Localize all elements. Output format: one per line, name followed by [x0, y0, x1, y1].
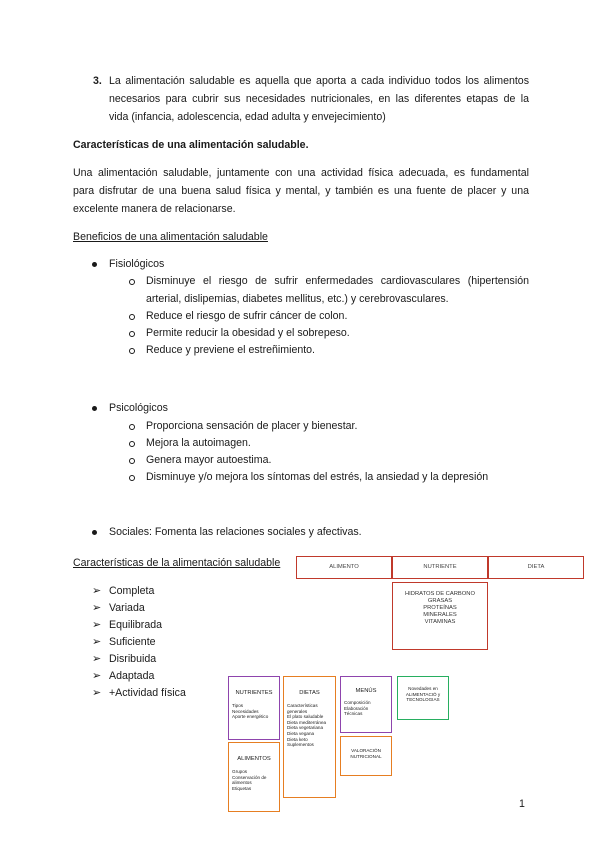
- section-heading: Características de una alimentación saludable.: [73, 139, 309, 151]
- bullet-dot-icon: [92, 406, 97, 411]
- card-valoracion: [340, 736, 392, 776]
- card-line: generales: [287, 708, 308, 714]
- nutrient-item: VITAMINAS: [424, 619, 456, 625]
- characteristic-item: Disribuida: [109, 653, 157, 665]
- card-line: TECNOLOGIAS: [406, 697, 440, 703]
- characteristic-item: Completa: [109, 585, 155, 597]
- card-line: Dieta vegetariana: [287, 725, 324, 731]
- nutrient-list-box: [392, 582, 488, 650]
- category-label: Psicológicos: [109, 402, 168, 414]
- nutrient-item: HIDRATOS DE CARBONO: [404, 591, 475, 597]
- card-line: Composición: [344, 700, 371, 705]
- nutrient-item: PROTEÍNAS: [423, 605, 457, 611]
- arrow-bullet-icon: ➢: [92, 585, 102, 597]
- nutrient-item: GRASAS: [427, 598, 453, 604]
- card-line: alimentos: [232, 780, 252, 786]
- characteristic-item: +Actividad física: [109, 687, 186, 699]
- card-line: Necesidades: [232, 708, 259, 714]
- category-label: Fisiológicos: [109, 258, 165, 270]
- card-line: Dieta mediterránea: [287, 719, 327, 725]
- card-line: Grupos: [232, 769, 248, 774]
- card-title: DIETAS: [299, 690, 320, 696]
- list-number: 3.: [93, 75, 102, 87]
- header-cell-nutriente: [392, 556, 488, 579]
- bullet-circle-icon: [129, 314, 135, 320]
- card-line: Etiquetas: [232, 785, 252, 791]
- card-line: Tipos: [232, 703, 244, 708]
- card-title: Novedades en: [408, 686, 438, 691]
- arrow-bullet-icon: ➢: [92, 619, 102, 631]
- card-line: Conservación de: [232, 774, 267, 780]
- card-line: Dieta keto: [287, 736, 308, 742]
- arrow-bullet-icon: ➢: [92, 687, 102, 699]
- header-label: ALIMENTO: [329, 564, 359, 570]
- benefit-item-cont: arterial, dislipemias, diabetes mellitus, etc.) y cerebrovasculares.: [146, 293, 449, 305]
- card-dietas: [283, 676, 336, 798]
- card-line: Suplementos: [287, 742, 314, 748]
- paragraph-line3: excelente manera de relacionarse.: [73, 203, 236, 215]
- benefit-item: Genera mayor autoestima.: [146, 454, 272, 466]
- card-line: Aporte energético: [232, 714, 269, 720]
- arrow-bullet-icon: ➢: [92, 670, 102, 682]
- card-line: Elaboración: [344, 705, 369, 711]
- bullet-circle-icon: [129, 331, 135, 337]
- benefit-item: Permite reducir la obesidad y el sobrepeso.: [146, 327, 350, 339]
- item3-line2: necesarios para cubrir sus necesidades nutricionales, en las diferentes etapas de la: [109, 93, 529, 105]
- header-label: NUTRIENTE: [423, 564, 457, 570]
- category-label: Sociales: Fomenta las relaciones sociales y afectivas.: [109, 526, 362, 538]
- card-line: Técnicas: [344, 711, 363, 717]
- card-menus: [340, 676, 392, 733]
- bullet-circle-icon: [129, 424, 135, 430]
- card-line: NUTRICIONAL: [350, 753, 382, 759]
- characteristic-item: Equilibrada: [109, 619, 163, 631]
- benefit-item: Proporciona sensación de placer y bienestar.: [146, 420, 358, 432]
- benefit-item: Disminuye y/o mejora los síntomas del estrés, la ansiedad y la depresión: [146, 471, 489, 483]
- bullet-dot-icon: [92, 530, 97, 535]
- benefit-item: Disminuye el riesgo de sufrir enfermedades cardiovasculares (hipertensión: [146, 275, 529, 287]
- benefit-item: Reduce el riesgo de sufrir cáncer de colon.: [146, 310, 348, 322]
- card-title: NUTRIENTES: [235, 690, 273, 696]
- bullet-circle-icon: [129, 279, 135, 285]
- arrow-bullet-icon: ➢: [92, 653, 102, 665]
- bullet-dot-icon: [92, 262, 97, 267]
- card-line: ALIMENTACIÓ y: [405, 691, 441, 697]
- characteristic-item: Variada: [109, 602, 145, 614]
- card-title: ALIMENTOS: [237, 756, 271, 762]
- bullet-circle-icon: [129, 475, 135, 481]
- bullet-circle-icon: [129, 348, 135, 354]
- card-line: Características: [287, 703, 318, 708]
- paragraph-line2: para disfrutar de una buena salud física y mental, y también es una fuente de placer y una: [73, 185, 529, 197]
- item3-line3: vida (infancia, adolescencia, edad adulta y envejecimiento): [109, 111, 386, 123]
- header-label: DIETA: [527, 564, 545, 570]
- characteristic-item: Adaptada: [109, 670, 155, 682]
- arrow-bullet-icon: ➢: [92, 602, 102, 614]
- characteristic-item: Suficiente: [109, 636, 156, 648]
- bullet-circle-icon: [129, 458, 135, 464]
- benefit-item: Reduce y previene el estreñimiento.: [146, 344, 316, 356]
- card-nutrientes: [228, 676, 280, 740]
- header-cell-dieta: [488, 556, 584, 579]
- nutrient-item: MINERALES: [423, 612, 457, 618]
- page-number: 1: [519, 798, 525, 810]
- card-title: MENÚS: [355, 688, 377, 694]
- header-cell-alimento: [296, 556, 392, 579]
- benefit-item: Mejora la autoimagen.: [146, 437, 251, 449]
- card-line: El plato saludable: [287, 714, 324, 720]
- arrow-bullet-icon: ➢: [92, 636, 102, 648]
- card-line: Dieta vegana: [287, 730, 315, 736]
- bullet-circle-icon: [129, 441, 135, 447]
- card-alimentos: [228, 742, 280, 812]
- card-novedades: [397, 676, 449, 720]
- characteristics-heading: Características de la alimentación saludable: [73, 557, 281, 569]
- benefits-heading: Beneficios de una alimentación saludable: [73, 231, 268, 243]
- item3-line1: La alimentación saludable es aquella que aporta a cada individuo todos los alimentos: [109, 75, 529, 87]
- paragraph-line1: Una alimentación saludable, juntamente con una actividad física adecuada, es fundamental: [73, 167, 529, 179]
- card-title: VALORACIÓN: [351, 748, 381, 753]
